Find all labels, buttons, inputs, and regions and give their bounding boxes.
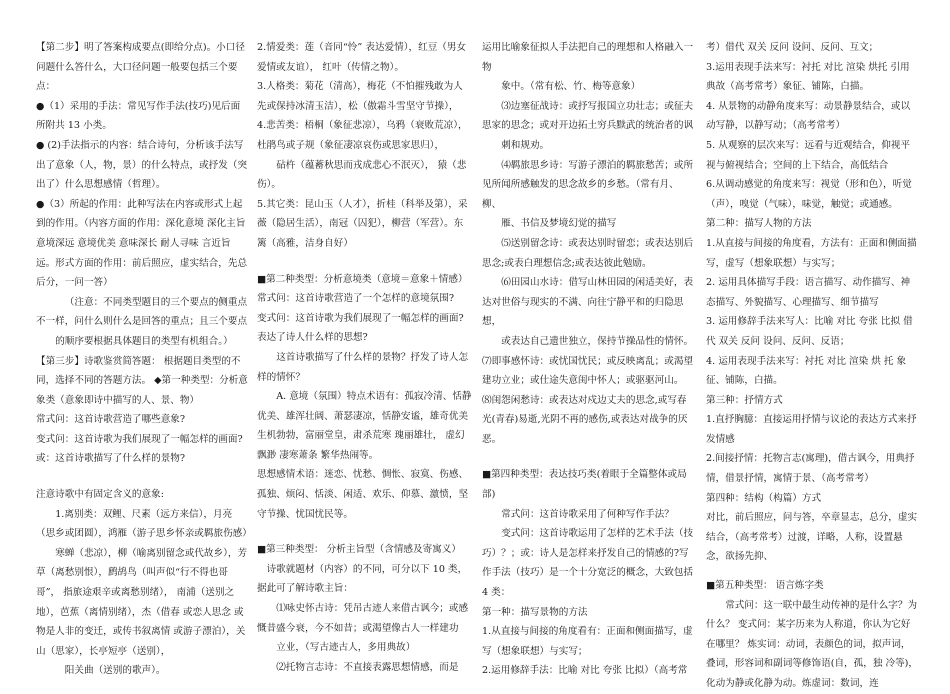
column-3-line: 第一种：描写景物的方法	[482, 606, 588, 618]
column-3-line: 雁、书信及梦境幻觉的描写	[501, 218, 617, 230]
column-2-line: ⑵托物言志诗：不直接表露思想情感，而是	[276, 661, 459, 673]
column-4-line: 对比，前后照应，问与答，卒章显志，总分，虚实结合，（高考常考）过渡，详略，人称，设置悬念，欲扬先抑、	[706, 512, 918, 563]
column-1-line: ●（1）采用的手法：常见写作手法(技巧)见后面所附共 13 小类。	[36, 100, 241, 132]
column-4-line: 2. 运用具体描写手段：语言描写、动作描写、神态描写、外貌描写、心理描写、细节描写	[706, 277, 911, 308]
column-4-line: 第二种：描写人物的方法	[706, 218, 812, 230]
column-1-line: 的顺序要根据具体题目的类型有机组合。）	[55, 335, 233, 347]
column-3-line: ⑷羁旅思乡诗：写游子漂泊的羁旅愁苦；或所见所闻所感触发的思念故乡的乡愁。（常有月、柳、	[482, 159, 694, 210]
column-3-line: 2.运用修辞手法：比喻 对比 夸张 比拟）（高考常	[482, 665, 688, 677]
column-1-line: 【第二步】明了答案构成要点(即给分点)。小口径问题什么答什么，大口径问题一般要包括三个要点：	[36, 42, 245, 93]
column-2-line: 思想感情术语：迷恋、忧愁、惆怅、寂寞、伤感、孤独、烦闷、恬淡、闲适、欢乐、仰慕、激愤，坚守节操、忧国忧民等。	[257, 469, 469, 520]
column-2-line: ■第二种类型：分析意境类（意境＝意象＋情感）	[257, 273, 468, 285]
column-4-line: 第四种：结构（构篇）方式	[706, 492, 822, 504]
column-4-line: 3. 运用修辞手法来写人：比喻 对比 夸张 比拟 借代 双关 反问 设问、反问、反语；	[706, 316, 913, 347]
column-2-line: 这首诗歌描写了什么样的景物？抒发了诗人怎样的情怀？	[257, 351, 469, 383]
column-2-line: A. 意境（氛围）特点术语有：孤寂冷清、恬静优美、雄浑壮阔、萧瑟凄凉，恬静安谧，雄奇优美 生机勃勃，富丽堂皇，肃杀荒寒 瑰丽雄壮， 虚幻飘渺 凄寒萧条 繁华热闹等。	[257, 391, 472, 461]
column-2-line: 4.悲苦类：梧桐（象征悲凉），乌鸦（衰败荒凉），杜鹃鸟或子规（象征凄凉哀伤或思家思归），	[257, 120, 468, 151]
column-4-line: 第三种：抒情方式	[706, 394, 783, 406]
column-4-line: 常式问：这一联中最生动传神的是什么字？为什么？ 变式问：某字历来为人称道，你认为它好在哪里？ 炼实词：动词，表颜色的词，拟声词，叠词，形容词和副词等修饰语(自，孤，独 冷等)，化动为静或化静为动。炼虚词：数词，连	[706, 599, 919, 689]
column-1-line: 【第三步】诗歌鉴赏简答题： 根据题目类型的不同，选择不同的答题方法。 ◆第一种类型：分析意象类（意象即诗中描写的人、景、物）	[36, 355, 248, 406]
column-2-line: ■第三种类型： 分析主旨型（含情感及寄寓义）	[257, 544, 461, 556]
column-3-line: 运用比喻象征拟人手法把自己的理想和人格融入一物	[482, 42, 694, 73]
column-3-line: 象中。（常有松、竹、梅等意象）	[501, 81, 641, 93]
column-3-line: ⑶边塞征战诗：或抒写报国立功壮志；或征夫思家的思念；或对开边拓土穷兵黩武的统治者的讽	[482, 100, 694, 132]
column-2-line: 砧杵（蕴蓄秋思而戎成悲心不泯灭）， 猿（悲伤）。	[257, 159, 467, 191]
column-3	[482, 38, 695, 677]
column-4-line: 2.间接抒情：托物言志(寓理)，借古讽今，用典抒情，借景抒情，寓情于景、（高考常考）	[706, 453, 915, 485]
column-2-line: ⑴咏史怀古诗：凭吊古迹人来借古讽今；或感慨昔盛今衰，今不如昔；或渴望像古人一样建功	[257, 603, 469, 634]
column-4-line: 1.直抒胸臆：直接运用抒情与议论的表达方式来抒发情感	[706, 414, 917, 445]
column-3-line: 或表达自己遗世独立，保持节操品性的情怀。	[501, 335, 694, 347]
column-2-line: 2.情爱类：莲（音同“怜” 表达爱情），红豆（男女爱情或友谊）， 红叶（传情之物）。	[257, 42, 467, 73]
column-2-line: 常式问：这首诗歌营造了一个怎样的意境氛围?	[257, 293, 455, 305]
column-1-line: 常式问：这首诗歌营造了哪些意象?	[36, 414, 186, 426]
column-3-line: 变式问：这首诗歌运用了怎样的艺术手法（技巧）？；或：诗人是怎样来抒发自己的情感的?写作手法（技巧）是一个十分宽泛的概念，大致包括 4 类：	[482, 528, 694, 599]
column-2-line	[257, 524, 472, 540]
column-1-line: 寒蝉（悲凉），柳（喻离别留念或代故乡），芳草（离愁别恨），鹧鸪鸟（叫声似“行不得也哥哥”， 指旅途艰辛或离愁别绪）， 南浦（送别之地），芭蕉（离情别绪），杰（借春 或恋人思念 或物是人非的变迁，或传书叙离情 或游子漂泊），关山（思家），长亭短亭（送别），	[36, 547, 248, 657]
column-3-line: ■第四种类型：表达技巧类(着眼于全篇整体或局部)	[482, 469, 687, 501]
column-1-line: 阳关曲（送别的歌声）。	[64, 665, 166, 677]
column-3-line	[482, 449, 695, 465]
column-4-line: ■第五种类型： 语言炼字类	[706, 580, 824, 592]
column-2-line: 诗歌就题材（内容）的不同，可分以下 10 类，据此可了解诗歌主旨：	[257, 563, 468, 595]
column-4-line: 6.从调动感觉的角度来写：视觉（形和色），听觉（声），嗅觉（气味），味觉，触觉；或通感。	[706, 179, 912, 210]
column-1-line: ●（3）所起的作用：此种写法在内容或形式上起到的作用。（内容方面的作用：深化意境 深化主旨 意境深远 意境优美 意味深长 耐人寻味 言近旨远。形式方面的作用：前后照应，虚实结合，先总后分，一问一答）	[36, 198, 248, 289]
column-3-line: 1.从直接与间接的角度看有：正面和侧面描写，虚写（想象联想）与实写；	[482, 626, 693, 657]
column-4-line: 考）借代 双关 反问 设问、反问、互文；	[706, 42, 879, 53]
column-3-line: ⑸送别留念诗：或表达别时留恋；或表达别后思念;或表白理想信念;或表达彼此勉励。	[482, 237, 694, 269]
column-3-line: ⑹田园山水诗：借写山林田园的闲适美好，表达对世俗与现实的不满、向往宁静平和的归隐思想，	[482, 277, 694, 328]
column-4-line: 5. 从观察的层次来写：远看与近观结合，仰视平视与俯视结合；空间的上下结合，高低结合	[706, 139, 911, 171]
column-4-line	[706, 567, 919, 576]
column-2-line: 变式问：这首诗歌为我们展现了一幅怎样的画面?表达了诗人什么样的思想?	[257, 312, 464, 344]
column-2	[257, 38, 472, 673]
column-2-line: 3.人格类：菊花（清高），梅花（不怕摧残敢为人先或保持冰清玉洁），松（傲霜斗雪坚守节操），	[257, 81, 463, 112]
column-1-line: （注意：不同类型题目的三个要点的侧重点不一样，问什么则什么是回答的重点；且三个要点	[36, 296, 248, 328]
column-3-line: 刺和规劝。	[501, 139, 550, 151]
column-4-line: 4. 从景物的动静角度来写：动景静景结合，或以动写静，以静写动；（高考常考）	[706, 100, 911, 132]
column-1-line: 1.离别类：双鲤、尺素（远方来信），月亮（思乡或团圆），鸿雁（游子思乡怀亲或羁旅伤感）	[36, 508, 252, 540]
column-2-line: 立业，（写古迹古人，多用典故）	[276, 642, 416, 654]
column-1-line: 变式问：这首诗歌为我们展现了一幅怎样的画面?或：这首诗歌描写了什么样的景物?	[36, 433, 243, 465]
column-1-line: 注意诗歌中有固定含义的意象:	[36, 489, 164, 501]
column-4-line: 1.从直接与间接的角度看，方法有：正面和侧面描写，虚写（想象联想）与实写；	[706, 237, 917, 269]
column-4-line: 3.运用表现手法来写：衬托 对比 渲染 烘托 引用典故（高考常考）象征、铺陈，白描。	[706, 61, 910, 93]
column-1	[36, 38, 252, 677]
column-2-line	[257, 254, 472, 270]
column-3-line: ⑻闺怨闲愁诗：或表达对戍边丈夫的思念,或写春光(青春)易逝,光阴不再的感伤,或表达对战争的厌恶。	[482, 394, 688, 445]
column-1-line	[36, 469, 248, 485]
column-2-line: 5.其它类：昆山玉（人才），折桂（科举及第），采薇（隐居生活），南冠（囚犯），柳营（军营）。东篱（高雅，洁身自好）	[257, 198, 468, 249]
column-3-line: ⑺即事感怀诗：或忧国忧民；或反映离乱；或渴望建功立业；或仕途失意闺中怀人；或驱驱河山。	[482, 355, 694, 387]
column-1-line: ● (2)手法指示的内容：结合诗句，分析该手法写出了意象（人，物，景）的什么特点，或抒发（突出了）什么思想感情（哲理）。	[36, 139, 248, 191]
column-4	[706, 38, 919, 689]
column-4-line: 4. 运用表现手法来写：衬托 对比 渲染 烘 托 象征、铺陈，白描。	[706, 355, 907, 387]
column-3-line: 常式问：这首诗歌采用了何种写作手法？	[501, 508, 674, 520]
